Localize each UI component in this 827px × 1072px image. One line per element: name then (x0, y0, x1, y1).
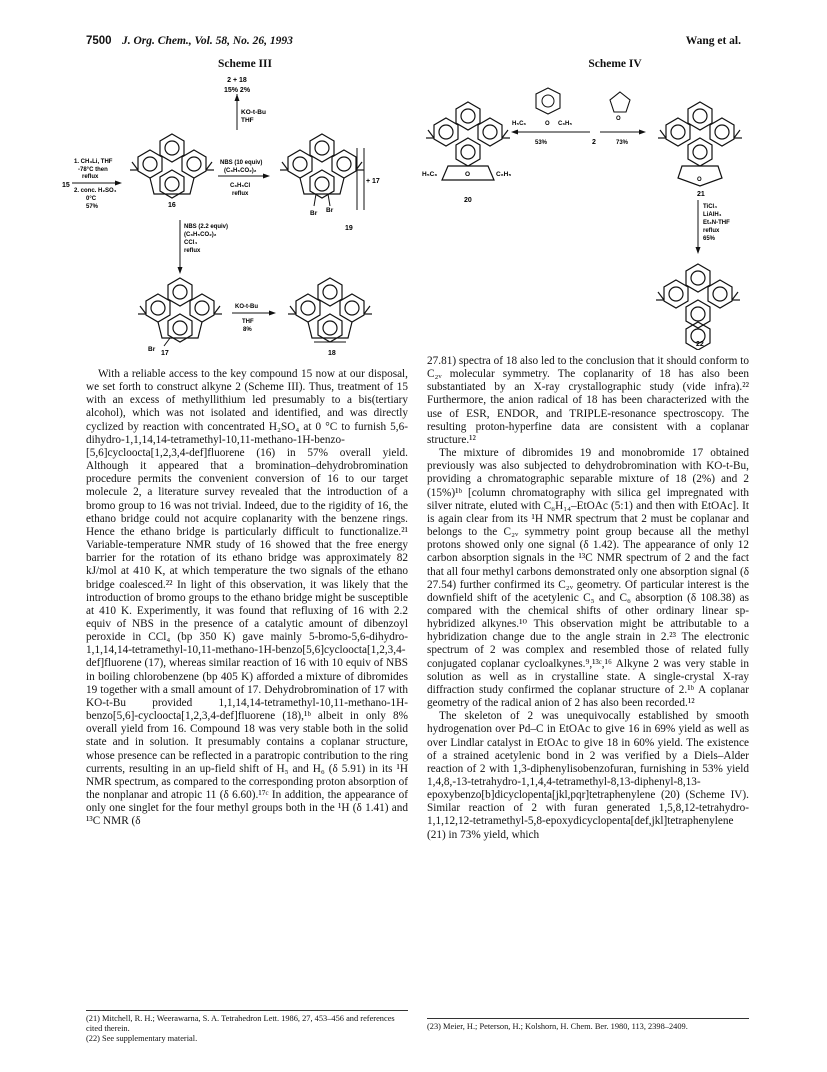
footnote-22: (22) See supplementary material. (86, 1034, 198, 1043)
reagent-thf-top: THF (241, 117, 254, 124)
footnotes-left (86, 1014, 408, 1044)
c6h5-dpibf: C₆H₅ (558, 121, 573, 127)
footnotes-right (427, 1022, 749, 1032)
footnote-23: (23) Meier, H.; Peterson, H.; Kolshorn, H. Chem. Ber. 1980, 113, 2398–2409. (427, 1022, 688, 1031)
nbs22-line4: reflux (184, 248, 201, 254)
r-ticl4: TiCl₄ (703, 204, 718, 210)
br-19a: Br (310, 210, 318, 217)
left-para-1: With a reliable access to the key compound 15 now at our disposal, we set forth to construct alkyne 2 (Scheme III). Thus, treatment of 15 with an excess of methyllithium led presumably to a bis(tertiary alcohol), which was not isolated and identified, and was directly cyclized by reaction with concentrated H₂SO₄ at 0 °C to furnish 5,6-dihydro-1,1,14,14-tetramethyl-10,11-methano-1H-benzo-[5,6]cycloocta[1,2,3,4-def]fluorene (16) in 57% overall yield. Although it appeared that a bromination–dehydrobromination procedure permits the convenient conversion of 16 to our target molecule 2, a literature survey revealed that the introduction of a bromo group to 16 was not trivial. Indeed, due to the rigidity of 16, the ethano bridge could not acquire coplanarity with the benzene rings. Hence the ethano bridge is particularly difficult to functionalize.²¹ Variable-temperature NMR study of 16 showed that the free energy barrier for the rotation of its ethano bridge was approximately 82 kJ/mol at 410 K, at which temperature the two signals of the ethano bridge coalesced.²² In light of this observation, it was likely that the introduction of bromo groups to the ethano bridge might be susceptible at 410 K. Experimently, it was found that refluxing of 16 with 2.2 equiv of NBS in the presence of a catalytic amount of dibenzoyl peroxide in CCl₄ (bp 350 K) gave mainly 5-bromo-5,6-dihydro-1,1,14,14-tetramethyl-10,11-methano-1H-benzo[5,6]cycloocta[1,2,3,4-def]fluorene (17), whereas similar reaction of 16 with 10 equiv of NBS in boiling chlorobenzene (bp 405 K) afforded a mixture of dibromides 19 together with a small amount of 17. Dehydrobromination of 17 with KO-t-Bu provided 1,1,14,14-tetramethyl-10,11-methano-1H-benzo[5,6]-cycloocta[1,2,3,4-def]fluorene (18),¹ᵇ albeit in only 8% overall yield from 16. Compound 18 was very stable both in the solid state and in solution. It presumably contains a coplanar structure, whose presence can be reflected in a paratropic contribution to the ring currents, resulting in an up-field shift of H₅ and H₆ (δ 5.91) in its ¹H NMR spectrum, as compared to the corresponding proton absorption of the nonplanar and atropic 11 (δ 6.60).¹⁷ᶜ In addition, the appearance of only one singlet for the four methyl groups both in the ¹H (δ 1.41) and ¹³C NMR (δ (86, 368, 408, 828)
reagent-left-4: 2. conc. H₂SO₄ (74, 188, 117, 194)
h5c6-dpibf: H₅C₆ (512, 121, 527, 127)
c6h5-20: C₆H₅ (496, 171, 512, 178)
o-dpibf: O (545, 121, 550, 127)
plus-17: + 17 (366, 178, 380, 185)
reagent-left-5: 0°C (86, 196, 97, 202)
r-et3n: Et₃N-THF (703, 220, 730, 226)
running-authors: Wang et al. (685, 35, 741, 47)
r-lialh4: LiAlH₄ (703, 212, 722, 218)
nbs10-line3: C₆H₅Cl (230, 183, 251, 189)
reagent-left-3: reflux (82, 174, 99, 180)
yield-53: 53% (535, 140, 548, 146)
footnote-rule-left (86, 1010, 408, 1011)
label-18: 18 (328, 350, 336, 357)
r-yield65: 65% (703, 236, 716, 242)
label-20: 20 (464, 197, 472, 204)
right-para-0: 27.81) spectra of 18 also led to the conclusion that it should conform to C₂ᵥ molecular symmetry. The coplanarity of 18 has also been substantiated by an X-ray crystallographic study (vide infra).²² Furthermore, the anion radical of 18 has been characterized with the use of ESR, ENDOR, and TRIPLE-resonance spectroscopy. The resulting proton-hyperfine data are consistent with a coplanar structure.¹² (427, 355, 749, 446)
label-21: 21 (697, 191, 705, 198)
scheme-iii-title: Scheme III (218, 58, 272, 70)
right-para-1: The mixture of dibromides 19 and monobromide 17 obtained previously was also subjected to dehydrobromination with KO-t-Bu, providing a chromatographic separable mixture of 18 (2%) and 2 (15%)¹ᵇ [column chromatography with silica gel impregnated with silver nitrate, eluted with C₆H₁₄–EtOAc (5:1) and then with EtOAc]. It is again clear from its ¹H NMR spectrum that 2 must be coplanar and belongs to the C₂ᵥ symmetry point group because all the methyl protons showed only one signal (δ 1.42). The appearance of only 12 carbon absorption signals in the ¹³C NMR spectrum of 2 and the fact that all four methyl carbons demonstrated only one absorption signal (δ 27.54) further confirmed its C₂ᵥ geometry. Of particular interest is the downfield shift of the acetylenic C₅ and C₆ absorption (δ 108.38) as compared with the chemical shifts of other ordinary linear sp-hybridized alkynes.¹⁰ This observation might be attributable to a hybridization change due to the angle strain in 2.²³ The electronic spectrum of 2 was complex and resembled those of related fully conjugated coplanar cycloalkynes.⁹,¹³ᶜ,¹⁶ Alkyne 2 was very stable in solution as well as in crystalline state. A single-crystal X-ray diffraction study confirmed the coplanar structure of 2.¹ᵇ A coplanar geometry of the radical anion of 2 has also been recorded.¹² (427, 447, 749, 710)
br-17: Br (148, 346, 156, 353)
r-reflux: reflux (703, 228, 720, 234)
reagent-left-6: 57% (86, 204, 99, 210)
kotbu2-line1: KO-t-Bu (235, 304, 258, 310)
scheme-iii-diagram (60, 70, 415, 360)
label-19: 19 (345, 225, 353, 232)
kotbu2-line3: 8% (243, 327, 252, 333)
left-column (86, 368, 408, 828)
footnote-21: (21) Mitchell, R. H.; Weerawarna, S. A. Tetrahedron Lett. 1986, 27, 453–456 and references cited therein. (86, 1014, 395, 1033)
label-22: 22 (696, 341, 704, 348)
footnote-rule-right (427, 1018, 749, 1019)
right-para-2: The skeleton of 2 was unequivocally established by smooth hydrogenation over Pd–C in EtOAc to give 16 in 69% yield as well as over Lindlar catalyst in EtOAc to give 18 in 60% yield. The existence of a strained acetylenic bond in 2 was verified by a Diels–Alder reaction of 2 with 1,3-diphenylisobenzofuran, furnishing in 53% yield 1,4,8,-13-tetrahydro-1,1,4,4-tetramethyl-8,13-diphenyl-8,13-epoxybenzo[b]dicyclopenta[jkl,pqr]tetraphenylene (20) (Scheme IV). Similar reaction of 2 with furan generated 1,5,8,12-tetrahydro-1,1,12,12-tetramethyl-5,8-epoxydicyclopenta[def,jkl]tetraphenylene (21) in 73% yield, which (427, 710, 749, 841)
o-20: O (465, 171, 471, 178)
o-21: O (697, 177, 702, 183)
yield-73: 73% (616, 140, 629, 146)
nbs22-line3: CCl₄ (184, 240, 198, 246)
label-17: 17 (161, 350, 169, 357)
nbs10-line2: (C₆H₅CO₂)₂ (224, 168, 257, 174)
page-number: 7500 (86, 35, 112, 47)
label-2-center: 2 (592, 139, 596, 146)
scheme-iv-diagram (420, 70, 765, 350)
o-furan: O (616, 116, 621, 122)
nbs22-line1: NBS (2.2 equiv) (184, 224, 229, 230)
top-product: 2 + 18 (227, 77, 247, 84)
reagent-kotbu-top: KO-t-Bu (241, 109, 266, 116)
right-column (427, 355, 749, 842)
top-yields: 15% 2% (223, 87, 251, 94)
nbs10-line1: NBS (10 equiv) (220, 160, 263, 166)
nbs22-line2: (C₆H₅CO₂)₂ (184, 232, 217, 238)
label-16: 16 (168, 202, 176, 209)
scheme-iv-title: Scheme IV (588, 58, 642, 70)
page-header (86, 35, 741, 51)
reagent-left-1: 1. CH₃Li, THF (74, 159, 113, 165)
journal-citation: J. Org. Chem., Vol. 58, No. 26, 1993 (122, 35, 293, 47)
h5c6-20: H₅C₆ (422, 171, 438, 178)
nbs10-line4: reflux (232, 191, 249, 197)
reagent-left-2: -78°C then (78, 167, 108, 173)
kotbu2-line2: THF (242, 319, 254, 325)
br-19b: Br (326, 207, 334, 214)
label-15: 15 (62, 182, 70, 189)
